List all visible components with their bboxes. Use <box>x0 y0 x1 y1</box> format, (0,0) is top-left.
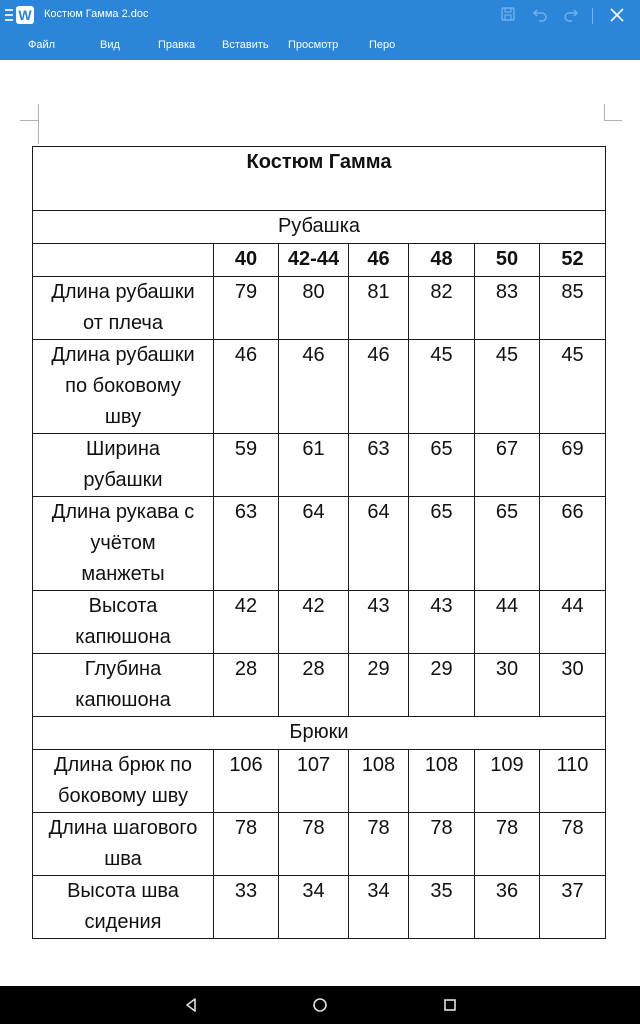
row-label-line: рубашки <box>83 469 163 491</box>
table-cell: 35 <box>409 876 475 939</box>
row-label <box>33 876 214 939</box>
section-title: Рубашка <box>33 211 606 244</box>
table-row <box>33 750 606 813</box>
size-table <box>32 146 606 939</box>
system-nav-bar <box>0 986 640 1024</box>
row-label-line: Длина брюк по <box>54 754 192 776</box>
row-label-line: манжеты <box>81 563 165 585</box>
row-label-line: сидения <box>84 911 162 933</box>
row-label-line: Глубина <box>84 658 162 680</box>
size-header: 52 <box>540 244 606 277</box>
table-row <box>33 434 606 497</box>
table-cell: 44 <box>475 591 540 654</box>
row-label-line: боковому шву <box>58 785 188 807</box>
row-label <box>33 750 214 813</box>
table-cell: 33 <box>214 876 279 939</box>
table-cell: 108 <box>409 750 475 813</box>
table-cell: 36 <box>475 876 540 939</box>
row-label <box>33 497 214 591</box>
table-cell: 46 <box>279 340 349 434</box>
menu-pen[interactable]: Перо <box>369 39 396 51</box>
table-cell: 69 <box>540 434 606 497</box>
title-bar <box>0 0 640 32</box>
menu-insert[interactable]: Вставить <box>222 39 269 51</box>
table-cell: 28 <box>279 654 349 717</box>
table-row <box>33 654 606 717</box>
table-cell: 79 <box>214 277 279 340</box>
crop-mark-left-vertical <box>38 104 39 144</box>
row-label-line: капюшона <box>75 626 171 648</box>
table-cell: 110 <box>540 750 606 813</box>
row-label <box>33 340 214 434</box>
document-title: Костюм Гамма 2.doc <box>44 8 149 20</box>
table-cell: 46 <box>349 340 409 434</box>
table-row <box>33 813 606 876</box>
save-icon[interactable] <box>498 6 518 26</box>
table-title: Костюм Гамма <box>33 147 606 211</box>
table-cell: 78 <box>279 813 349 876</box>
section-title: Брюки <box>33 717 606 750</box>
table-cell: 37 <box>540 876 606 939</box>
table-cell: 106 <box>214 750 279 813</box>
table-cell: 81 <box>349 277 409 340</box>
row-label <box>33 813 214 876</box>
table-cell: 67 <box>475 434 540 497</box>
size-header-empty <box>33 244 214 277</box>
table-cell: 42 <box>214 591 279 654</box>
menu-bar <box>0 32 640 60</box>
table-cell: 30 <box>475 654 540 717</box>
undo-icon[interactable] <box>530 6 550 26</box>
size-header: 46 <box>349 244 409 277</box>
table-cell: 78 <box>349 813 409 876</box>
back-icon[interactable] <box>178 992 204 1018</box>
row-label-line: капюшона <box>75 689 171 711</box>
table-cell: 65 <box>475 497 540 591</box>
hamburger-icon[interactable] <box>5 9 13 21</box>
table-cell: 29 <box>409 654 475 717</box>
size-header: 48 <box>409 244 475 277</box>
row-label-line: учётом <box>90 532 156 554</box>
menu-review[interactable]: Просмотр <box>288 39 339 51</box>
crop-mark-left-horizontal <box>20 120 38 121</box>
row-label <box>33 591 214 654</box>
table-cell: 82 <box>409 277 475 340</box>
table-cell: 64 <box>279 497 349 591</box>
app-icon: W <box>16 6 34 24</box>
table-cell: 109 <box>475 750 540 813</box>
table-cell: 45 <box>409 340 475 434</box>
table-cell: 34 <box>279 876 349 939</box>
table-cell: 66 <box>540 497 606 591</box>
table-row <box>33 876 606 939</box>
table-cell: 78 <box>409 813 475 876</box>
redo-icon[interactable] <box>561 6 581 26</box>
table-cell: 80 <box>279 277 349 340</box>
row-label-line: от плеча <box>83 312 163 334</box>
table-cell: 78 <box>214 813 279 876</box>
row-label-line: шву <box>104 406 142 428</box>
table-cell: 34 <box>349 876 409 939</box>
table-cell: 108 <box>349 750 409 813</box>
table-cell: 29 <box>349 654 409 717</box>
table-cell: 45 <box>540 340 606 434</box>
row-label-line: Длина шагового <box>48 817 198 839</box>
menu-view[interactable]: Вид <box>100 39 120 51</box>
table-cell: 43 <box>349 591 409 654</box>
table-cell: 85 <box>540 277 606 340</box>
toolbar-divider <box>592 8 593 24</box>
size-header: 42-44 <box>279 244 349 277</box>
table-row <box>33 340 606 434</box>
table-cell: 63 <box>349 434 409 497</box>
table-cell: 42 <box>279 591 349 654</box>
table-cell: 45 <box>475 340 540 434</box>
row-label <box>33 277 214 340</box>
row-label-line: Длина рукава с <box>51 501 195 523</box>
table-cell: 65 <box>409 497 475 591</box>
row-label-line: шва <box>104 848 142 870</box>
table-cell: 43 <box>409 591 475 654</box>
crop-mark-right-vertical <box>604 104 605 120</box>
app-toolbar <box>0 0 640 60</box>
menu-edit[interactable]: Правка <box>158 39 196 51</box>
table-row <box>33 277 606 340</box>
table-cell: 78 <box>540 813 606 876</box>
row-label-line: Высота шва <box>67 880 179 902</box>
row-label <box>33 434 214 497</box>
row-label-line: Длина рубашки <box>51 281 195 303</box>
row-label-line: Ширина <box>86 438 160 460</box>
table-cell: 44 <box>540 591 606 654</box>
table-cell: 78 <box>475 813 540 876</box>
table-cell: 61 <box>279 434 349 497</box>
recents-icon[interactable] <box>437 992 463 1018</box>
home-icon[interactable] <box>307 992 333 1018</box>
row-label <box>33 654 214 717</box>
menu-file[interactable]: Файл <box>28 39 56 51</box>
table-cell: 63 <box>214 497 279 591</box>
table-cell: 46 <box>214 340 279 434</box>
row-label-line: Длина рубашки <box>51 344 195 366</box>
row-label-line: по боковому <box>65 375 181 397</box>
table-cell: 65 <box>409 434 475 497</box>
table-cell: 107 <box>279 750 349 813</box>
row-label-line: Высота <box>88 595 158 617</box>
table-cell: 30 <box>540 654 606 717</box>
table-row <box>33 497 606 591</box>
table-cell: 83 <box>475 277 540 340</box>
size-header: 50 <box>475 244 540 277</box>
table-cell: 28 <box>214 654 279 717</box>
size-header-row <box>33 244 606 277</box>
table-cell: 64 <box>349 497 409 591</box>
close-icon[interactable] <box>607 6 627 26</box>
table-cell: 59 <box>214 434 279 497</box>
crop-mark-right-horizontal <box>604 120 622 121</box>
size-header: 40 <box>214 244 279 277</box>
table-row <box>33 591 606 654</box>
